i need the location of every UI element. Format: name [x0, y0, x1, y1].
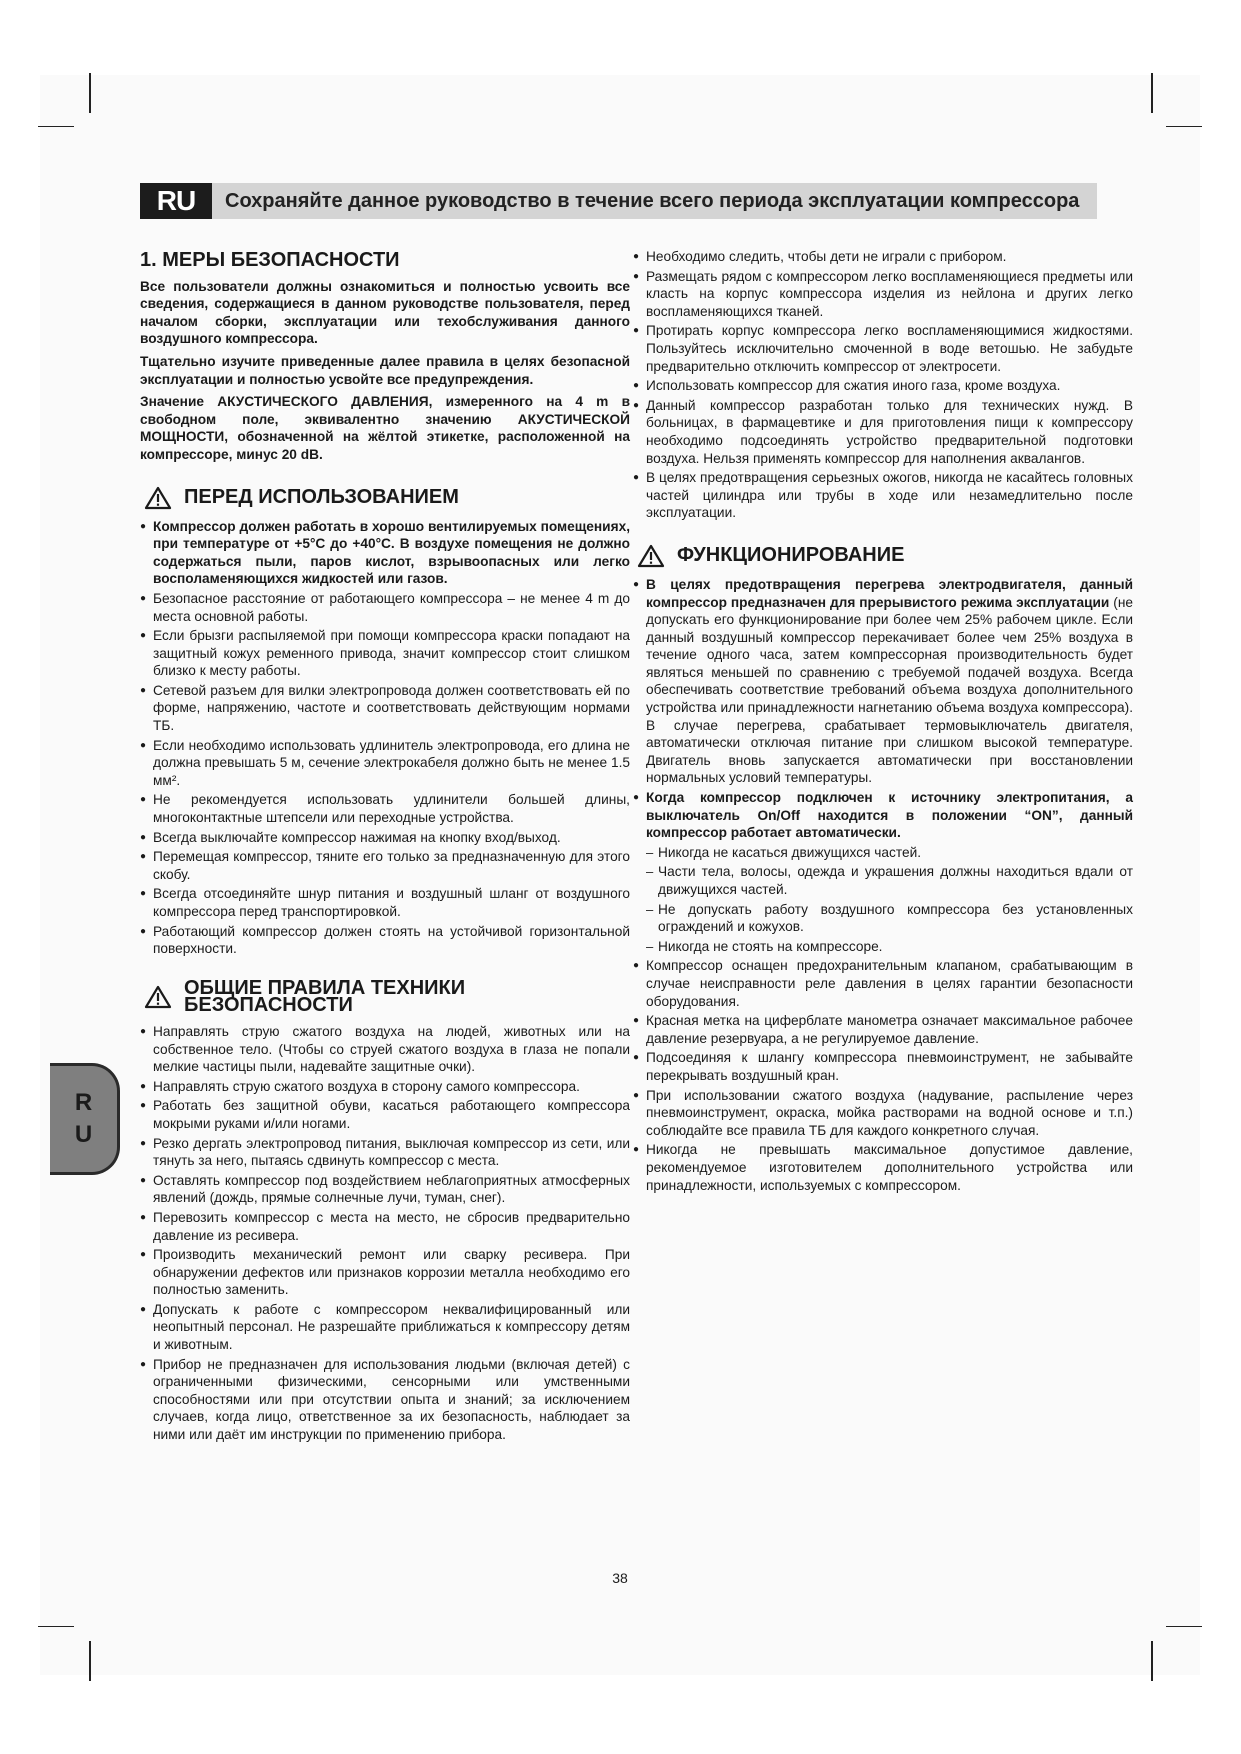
- list-item: ● Если необходимо использовать удлинитель электропровода, его длина не должна превышать 5 м, сечение электрокабеля должно быть не менее 1.5 мм².: [140, 737, 630, 790]
- section-title-text: ФУНКЦИОНИРОВАНИЕ: [677, 544, 905, 567]
- list-item: ● Данный компрессор разработан только для технических нужд. В больницах, в фармацевтике и для приготовления пищи к компрессору необходимо подсоединять устройство предварительной подготовки воздуха. Нельзя применять компрессор для наполнения аквалангов.: [633, 397, 1133, 467]
- crop-mark: [38, 126, 74, 127]
- list-item: ● Никогда не превышать максимальное допустимое давление, рекомендуемое изготовителем дополнительного устройства или принадлежности, используемых с компрессором.: [633, 1141, 1133, 1194]
- page-number: 38: [612, 1570, 628, 1586]
- list-item: ● Всегда отсоединяйте шнур питания и воздушный шланг от воздушного компрессора перед транспортировкой.: [140, 885, 630, 920]
- list-item: ● Красная метка на циферблате манометра означает максимальное рабочее давление резервуара, а не регулируемое давление.: [633, 1012, 1133, 1047]
- list-item: ● Перемещая компрессор, тяните его только за предназначенную для этого скобу.: [140, 848, 630, 883]
- sub-list-item: – Никогда не стоять на компрессоре.: [646, 938, 1133, 956]
- list-item: ● Когда компрессор подключен к источнику электропитания, а выключатель On/Off находится в положении “ON”, данный компрессор работает автоматически.: [633, 789, 1133, 842]
- list-item: ● Размещать рядом с компрессором легко воспламеняющиеся предметы или класть на корпус компрессора изделия из нейлона и других легко воспламеняющихся тканей.: [633, 268, 1133, 321]
- section-title-general-safety: [140, 976, 630, 1017]
- sub-list-item: – Не допускать работу воздушного компрессора без установленных ограждений и кожухов.: [646, 901, 1133, 936]
- list-item: ● Производить механический ремонт или сварку ресивера. При обнаружении дефектов или признаков коррозии металла необходимо его полностью заменить.: [140, 1246, 630, 1299]
- prohibited-list: [633, 248, 1133, 522]
- list-item: ● Компрессор оснащен предохранительным клапаном, срабатывающим в случае неисправности реле давления в целях гарантии безопасности оборудования.: [633, 957, 1133, 1010]
- list-item: ● Всегда выключайте компрессор нажимая на кнопку вход/выход.: [140, 829, 630, 847]
- list-item: ● Протирать корпус компрессора легко воспламеняющимися жидкостями. Пользуйтесь исключительно смоченной в воде ветошью. Не забудьте предварительно отключить компрессор от электросети.: [633, 322, 1133, 375]
- list-item: ● Прибор не предназначен для использования людьми (включая детей) с ограниченными физическими, сенсорными или умственными способностями или при отсутствии опыта и знаний; за исключением случаев, когда лицо, ответственное за их безопасность, наблюдает за ними или даёт им инструкции по применению прибора.: [140, 1356, 630, 1444]
- operation-list-cont: [633, 957, 1133, 1194]
- side-language-tab: [50, 1063, 120, 1175]
- list-item-text: (не допускать его функционирование при более чем 25% рабочем цикле. Если данный воздушный компрессор перекачивает более чем 25% воздуха в течение одного часа, затем компрессорная производительность будет являться меньшей по сравнению с требуемой подачей воздуха. Всегда обеспечивать соответствие требований объема воздуха дополнительного устройства или принадлежности нагнетанию объема воздуха компрессора). В случае перегрева, срабатывает термовыключатель двигателя, автоматически отключая питание при слишком высокой температуре. Двигатель вновь запускается автоматически при восстановлении нормальных условий температуры.: [646, 594, 1133, 786]
- language-code-box: RU: [140, 183, 212, 219]
- warning-icon: [144, 985, 172, 1009]
- general-safety-list: [140, 1023, 630, 1444]
- list-item: ● Направлять струю сжатого воздуха в сторону самого компрессора.: [140, 1078, 630, 1096]
- list-item: ● Не рекомендуется использовать удлинители большей длины, многоконтактные штепсели или переходные устройства.: [140, 791, 630, 826]
- list-item: ● Резко дергать электропровод питания, выключая компрессор из сети, или тянуть за него, пытаясь сдвинуть компрессор с места.: [140, 1135, 630, 1170]
- operation-sub-list: [633, 844, 1133, 956]
- crop-mark: [89, 1641, 91, 1681]
- warning-icon: [637, 544, 665, 568]
- list-item: ● Сетевой разъем для вилки электропровода должен соответствовать ей по форме, напряжению, частоте и соответствовать действующим нормами ТБ.: [140, 682, 630, 735]
- list-item: ● Подсоединяя к шлангу компрессора пневмоинструмент, не забывайте перекрывать воздушный кран.: [633, 1049, 1133, 1084]
- list-item: ● Направлять струю сжатого воздуха на людей, животных или на собственное тело. (Чтобы со струей сжатого воздуха в глаза не попали мелкие частицы пыли, надевайте защитные очки).: [140, 1023, 630, 1076]
- crop-mark: [1151, 73, 1153, 113]
- list-item: ● Перевозить компрессор с места на место, не сбросив предварительно давление из ресивера.: [140, 1209, 630, 1244]
- list-item-bold: В целях предотвращения перегрева электродвигателя, данный компрессор предназначен для прерывистого режима эксплуатации: [646, 576, 1133, 610]
- left-column: [140, 248, 630, 1446]
- crop-mark: [38, 1626, 74, 1627]
- sub-list-item: – Части тела, волосы, одежда и украшения должны находиться вдали от движущихся частей.: [646, 863, 1133, 898]
- warning-icon: [144, 486, 172, 510]
- list-item: ● Компрессор должен работать в хорошо вентилируемых помещениях, при температуре от +5°С до +40°С. В воздухе помещения не должно содержаться пыли, паров кислот, взрывоопасных или легко восполаменяющихся жидкостей или газов.: [140, 518, 630, 588]
- operation-list: [633, 576, 1133, 842]
- list-item: ● Необходимо следить, чтобы дети не играли с прибором.: [633, 248, 1133, 266]
- header-title: Сохраняйте данное руководство в течение всего периода эксплуатации компрессора: [225, 189, 1080, 212]
- side-tab-letter: U: [74, 1121, 93, 1148]
- crop-mark: [89, 73, 91, 113]
- crop-mark: [1166, 1626, 1202, 1627]
- list-item: ● Безопасное расстояние от работающего компрессора – не менее 4 m до места основной работы.: [140, 590, 630, 625]
- right-column: [633, 248, 1133, 1196]
- intro-paragraph: Все пользователи должны ознакомиться и полностью усвоить все сведения, содержащиеся в данном руководстве пользователя, перед началом сборки, эксплуатации или техобслуживания данного воздушного компрессора.: [140, 278, 630, 347]
- list-item: ● Если брызги распыляемой при помощи компрессора краски попадают на защитный кожух ременного привода, значит компрессор стоит слишком близко к месту работы.: [140, 627, 630, 680]
- side-tab-letter: R: [74, 1089, 93, 1116]
- list-item: ● Работающий компрессор должен стоять на устойчивой горизонтальной поверхности.: [140, 923, 630, 958]
- sub-list-item: – Никогда не касаться движущихся частей.: [646, 844, 1133, 862]
- header-bar: [140, 183, 1097, 219]
- list-item: [633, 576, 1133, 787]
- section-title-text: ПЕРЕД ИСПОЛЬЗОВАНИЕМ: [184, 485, 459, 508]
- section-title-safety: 1. МЕРЫ БЕЗОПАСНОСТИ: [140, 249, 400, 271]
- list-item: ● В целях предотвращения серьезных ожогов, никогда не касайтесь головных частей цилиндра или трубы в ходе или незамедлительно после эксплуатации.: [633, 469, 1133, 522]
- intro-paragraph: Тщательно изучите приведенные далее правила в целях безопасной эксплуатации и полностью усвойте все предупреждения.: [140, 353, 630, 387]
- crop-mark: [1151, 1641, 1153, 1681]
- list-item: ● Допускать к работе с компрессором неквалифицированный или неопытный персонал. Не разрешайте приближаться к компрессору детям и животным.: [140, 1301, 630, 1354]
- list-item: ● Оставлять компрессор под воздействием неблагоприятных атмосферных явлений (дождь, прямые солнечные лучи, туман, снег).: [140, 1172, 630, 1207]
- section-title-operation: [633, 544, 1133, 568]
- section-title-text: ОБЩИЕ ПРАВИЛА ТЕХНИКИ БЕЗОПАСНОСТИ: [184, 976, 466, 1017]
- list-item: ● Работать без защитной обуви, касаться работающего компрессора мокрыми руками и/или ногами.: [140, 1097, 630, 1132]
- intro-paragraph: Значение АКУСТИЧЕСКОГО ДАВЛЕНИЯ, измеренного на 4 m в свободном поле, эквивалентно значению АКУСТИЧЕСКОЙ МОЩНОСТИ, обозначенной на жёлтой этикетке, расположенной на компрессоре, минус 20 dB.: [140, 394, 630, 462]
- list-item: ● Использовать компрессор для сжатия иного газа, кроме воздуха.: [633, 377, 1133, 395]
- section-title-before-use: [140, 486, 630, 510]
- before-use-list: [140, 518, 630, 958]
- crop-mark: [1166, 126, 1202, 127]
- list-item: ● При использовании сжатого воздуха (надувание, распыление через пневмоинструмент, окраска, мойка растворами на водной основе и т.п.) соблюдайте все правила ТБ для каждого конкретного случая.: [633, 1087, 1133, 1140]
